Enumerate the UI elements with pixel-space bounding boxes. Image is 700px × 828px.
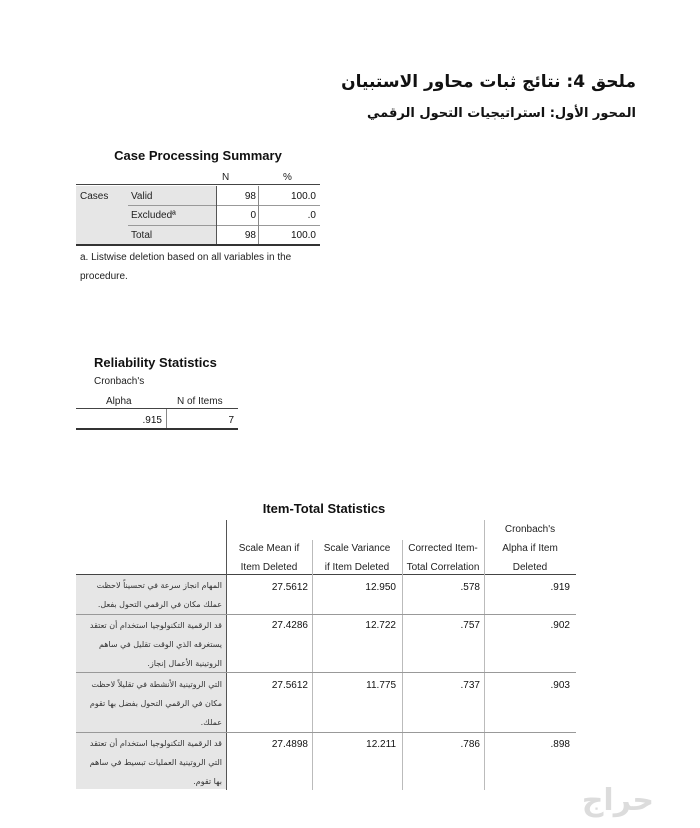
valid-pct: 100.0 [290,191,316,202]
hdr-alpha-l1: Cronbach's [504,524,556,535]
row-2-alpha: .902 [550,620,570,631]
cases-label: Cases [80,191,109,202]
item-row-3-label: التي الروتينية الأنشطة في تقليلاً لاحظت مكان في الرقمي التحول بفضل بها تقوم عملك. [89,680,222,727]
hdr-mean-l1: Scale Mean if [238,543,300,554]
row-1-mean: 27.5612 [271,582,308,593]
row-1-variance: 12.950 [365,582,396,593]
appendix-title: ملحق 4: نتائج ثبات محاور الاستبيان [341,72,636,92]
row-3-mean: 27.5612 [271,680,308,691]
footnote-line-1: a. Listwise deletion based on all variables in the [80,252,292,263]
item-row-2-label: قد الرقمية التكنولوجيا استخدام أن تعتقد يستغرقه الذي الوقت تقليل في ساهم الروتينية الأعمال إنجاز. [89,621,222,668]
row-2-corr: .757 [460,620,480,631]
item-total-title: Item-Total Statistics [262,501,386,516]
row-3-corr: .737 [460,680,480,691]
row-3-alpha: .903 [550,680,570,691]
row-1-alpha: .919 [550,582,570,593]
excluded-n: 0 [250,210,256,221]
item-row-1-label: المهام انجاز سرعة في تحسيناً لاحظت عملك مكان في الرقمي التحول بفعل. [96,581,222,609]
col-header-pct: % [283,172,292,183]
haraj-watermark: حراج [581,783,654,818]
item-row-4-label: قد الرقمية التكنولوجيا استخدام أن تعتقد التي الروتينية العمليات تبسيط في ساهم بها تقوم. [89,739,222,786]
total-n: 98 [244,230,256,241]
valid-n: 98 [244,191,256,202]
hdr-mean-l2: Item Deleted [240,562,298,573]
cronbach-header-l2: Alpha [106,396,132,407]
case-processing-title: Case Processing Summary [114,148,282,163]
row-label-valid: Valid [131,191,153,202]
row-3-variance: 11.775 [366,680,396,691]
total-pct: 100.0 [290,230,316,241]
section-subtitle: المحور الأول: استراتيجيات التحول الرقمي [366,106,636,121]
row-4-alpha: .898 [550,739,570,750]
row-2-variance: 12.722 [365,620,396,631]
alpha-value: .915 [142,415,162,426]
row-1-corr: .578 [460,582,480,593]
hdr-corr-l1: Corrected Item- [408,543,478,554]
row-4-mean: 27.4898 [271,739,308,750]
footnote-line-2: procedure. [80,271,128,282]
row-label-excluded: Excludedª [131,210,176,221]
n-items-value: 7 [228,415,234,426]
row-label-total: Total [131,230,153,241]
row-4-variance: 12.211 [366,739,396,750]
cronbach-header-l1: Cronbach's [94,376,145,387]
row-2-mean: 27.4286 [271,620,308,631]
hdr-var-l2: if Item Deleted [324,562,390,573]
reliability-title: Reliability Statistics [94,355,217,370]
hdr-alpha-l3: Deleted [512,562,548,573]
col-header-n: N [222,172,230,183]
hdr-var-l1: Scale Variance [323,543,391,554]
n-items-header: N of Items [177,396,223,407]
hdr-alpha-l2: Alpha if Item [502,543,558,554]
hdr-corr-l2: Total Correlation [406,562,480,573]
row-4-corr: .786 [460,739,480,750]
excluded-pct: .0 [307,210,316,221]
